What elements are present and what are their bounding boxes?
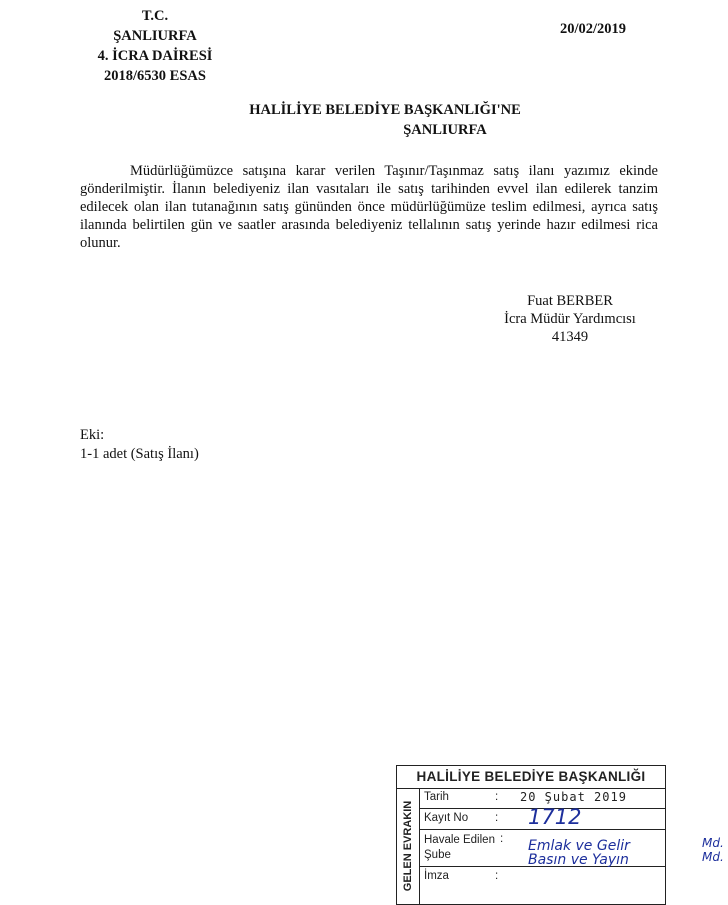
- havale-label: [424, 833, 495, 863]
- signatory-title: İcra Müdür Yardımcısı: [504, 311, 636, 327]
- havale-label-text: Havale Edilen: [424, 834, 495, 846]
- imza-label: İmza: [424, 870, 449, 882]
- stamp-side-text: GELEN EVRAKIN: [402, 800, 414, 892]
- tarih-value: 20 Şubat 2019: [520, 790, 627, 804]
- kayit-label: Kayıt No: [424, 812, 469, 824]
- addressee-line-1: HALİLİYE BELEDİYE BAŞKANLIĞI'NE: [249, 102, 521, 118]
- stamp-title: HALİLİYE BELEDİYE BAŞKANLIĞI: [397, 766, 665, 789]
- signature-block: [470, 292, 670, 346]
- attachments-label: Eki:: [80, 427, 105, 443]
- tarih-label: Tarih: [424, 791, 449, 803]
- stamp-row-havale: [420, 830, 724, 868]
- attachment-item: 1-1 adet (Satış İlanı): [80, 446, 199, 462]
- stamp-side-label: [397, 788, 420, 904]
- attachments: [80, 426, 199, 464]
- letterhead-line-city: ŞANLIURFA: [113, 28, 197, 44]
- havale-colon: :: [500, 833, 504, 845]
- imza-colon: :: [495, 870, 499, 882]
- stamp-row-kayit: [420, 805, 665, 830]
- stamp-row-imza: [420, 867, 665, 887]
- letterhead-line-tc: T.C.: [141, 8, 169, 24]
- kayit-value-handwritten: 1712: [528, 805, 582, 829]
- havale-handwritten-suffix-1: Md.: [702, 836, 724, 850]
- addressee-line-2: ŞANLIURFA: [403, 122, 487, 138]
- document-date: 20/02/2019: [560, 21, 627, 37]
- kayit-colon: :: [495, 812, 499, 824]
- letterhead: [60, 6, 250, 86]
- tarih-colon: :: [495, 791, 499, 803]
- letterhead-line-case: 2018/6530 ESAS: [104, 68, 206, 84]
- letter-body-paragraph: Müdürlüğümüzce satışına karar verilen Taşınır/Taşınmaz satış ilanı yazımız ekinde gönderilmiştir. İlanın belediyeniz ilan vasıtaları ile satış tarihinden evvel ilan edilerek tanzim edilecek olan ilan tutanağının satış gününden önce müdürlüğümüze teslim edilmesi, ayrıca satış ilanında belirtilen gün ve saatler arasında belediyeniz tellalının satış yerinde hazır edilmesi rica olunur.: [80, 163, 658, 251]
- letterhead-line-office: 4. İCRA DAİRESİ: [97, 48, 213, 64]
- signatory-name: Fuat BERBER: [527, 293, 613, 309]
- addressee: [190, 100, 580, 140]
- incoming-document-stamp: [396, 765, 724, 905]
- letter-body: [80, 162, 658, 252]
- havale-handwritten-suffix-2: Md.: [702, 850, 724, 864]
- sube-label-text: Şube: [424, 849, 451, 861]
- havale-handwritten-line-1: Emlak ve Gelir: [528, 838, 630, 854]
- stamp-rows: [420, 788, 724, 887]
- havale-handwritten-line-2: Basın ve Yayın: [528, 852, 629, 868]
- signatory-number: 41349: [551, 329, 589, 345]
